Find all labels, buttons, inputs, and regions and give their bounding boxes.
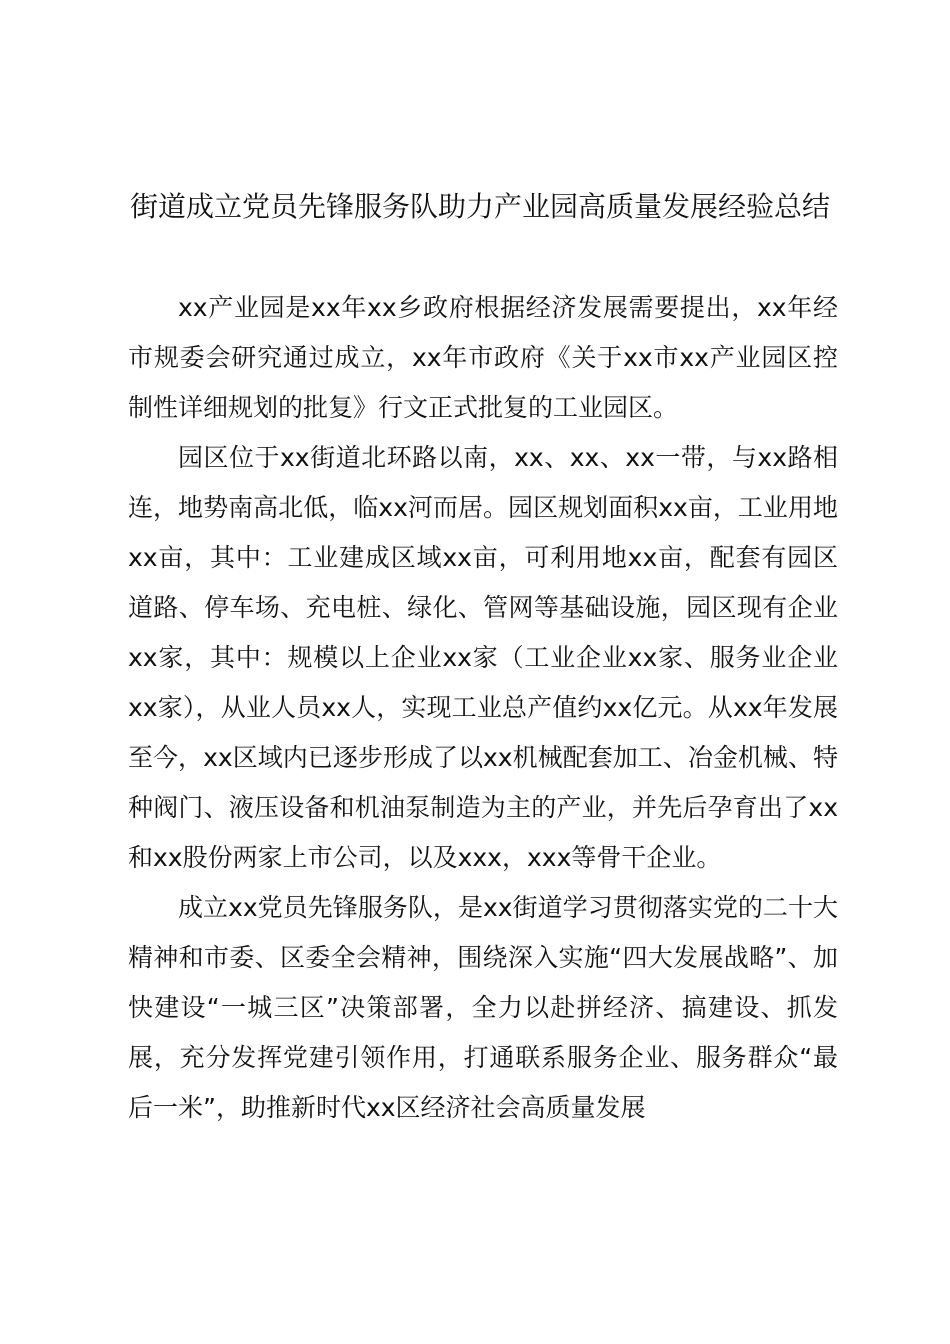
document-body	[128, 283, 838, 1133]
document-title: 街道成立党员先锋服务队助力产业园高质量发展经验总结	[129, 190, 830, 223]
paragraph-service-team: 成立xx党员先锋服务队，是xx街道学习贯彻落实党的二十大精神和市委、区委全会精神，围绕深入实施“四大发展战略”、加快建设“一城三区”决策部署，全力以赴拼经济、搞建设、抓发展，充分发挥党建引领作用，打通联系服务企业、服务群众“最后一米”，助推新时代xx区经济社会高质量发展	[128, 893, 838, 1122]
paragraph-intro: xx产业园是xx年xx乡政府根据经济发展需要提出，xx年经市规委会研究通过成立，xx年市政府《关于xx市xx产业园区控制性详细规划的批复》行文正式批复的工业园区。	[128, 293, 838, 422]
paragraph-location: 园区位于xx街道北环路以南，xx、xx、xx一带，与xx路相连，地势南高北低，临xx河而居。园区规划面积xx亩，工业用地xx亩，其中：工业建成区域xx亩，可利用地xx亩，配套有园区道路、停车场、充电桩、绿化、管网等基础设施，园区现有企业xx家，其中：规模以上企业xx家（工业企业xx家、服务业企业xx家），从业人员xx人，实现工业总产值约xx亿元。从xx年发展至今，xx区域内已逐步形成了以xx机械配套加工、冶金机械、特种阀门、液压设备和机油泵制造为主的产业，并先后孕育出了xx和xx股份两家上市公司，以及xxx，xxx等骨干企业。	[128, 443, 838, 872]
